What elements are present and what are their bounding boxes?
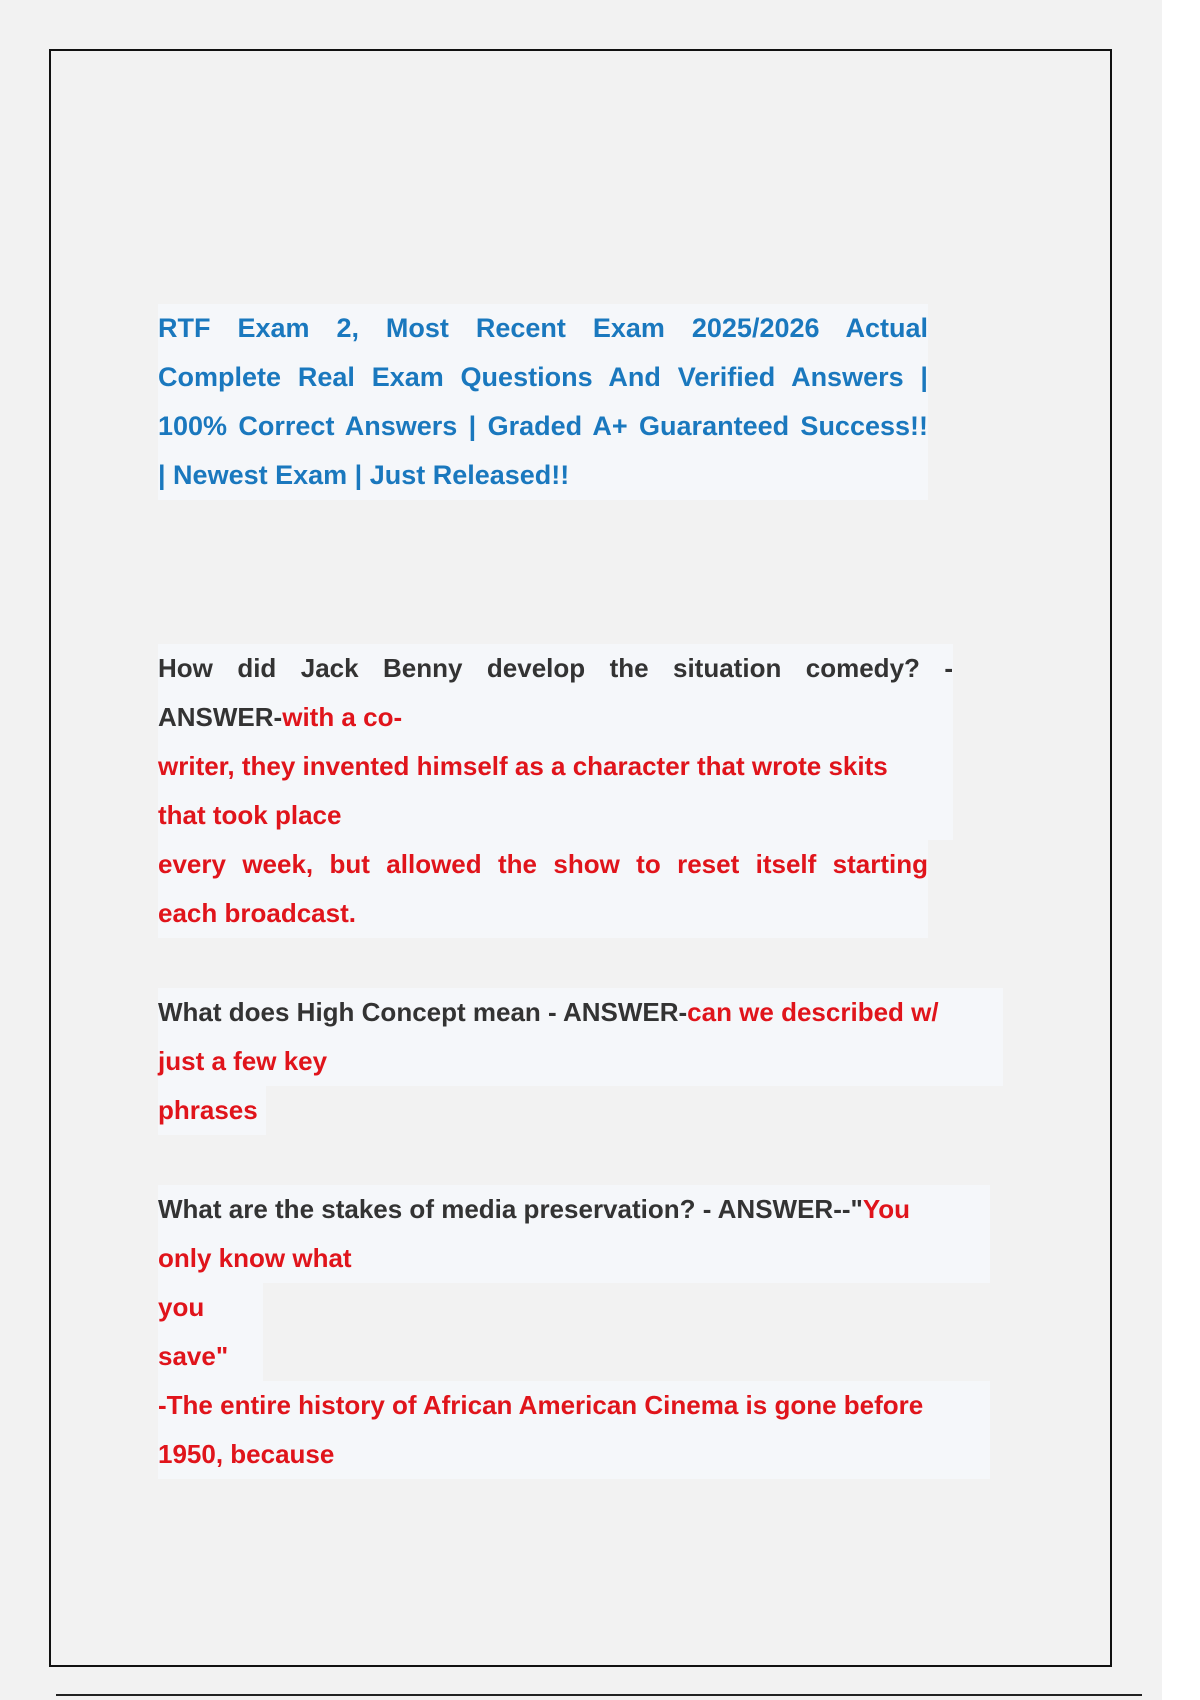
answer-text: save" <box>158 1332 263 1381</box>
answer-text: You <box>862 1194 911 1224</box>
question-text: What does High Concept mean - ANSWER- <box>158 997 688 1027</box>
title-line: RTF Exam 2, Most Recent Exam 2025/2026 Actual <box>158 304 928 353</box>
title-line: Complete Real Exam Questions And Verified Answers | <box>158 353 928 402</box>
title-line: | Newest Exam | Just Released!! <box>158 451 928 500</box>
answer-text: just a few key <box>158 1037 1003 1086</box>
answer-text: each broadcast. <box>158 889 928 938</box>
answer-text: every week, but allowed the show to reset itself starting <box>158 840 928 889</box>
question-text: What are the stakes of media preservation? - ANSWER--" <box>158 1194 863 1224</box>
qa-item <box>158 644 953 938</box>
answer-text: only know what <box>158 1234 990 1283</box>
document-title <box>158 304 928 500</box>
qa-item <box>158 988 1003 1135</box>
answer-text: writer, they invented himself as a character that wrote skits <box>158 742 953 791</box>
answer-text: that took place <box>158 791 953 840</box>
question-text: How did Jack Benny develop the situation comedy? - <box>158 644 953 693</box>
answer-text: -The entire history of African American Cinema is gone before <box>158 1381 990 1430</box>
qa-item <box>158 1185 990 1479</box>
answer-text: you <box>158 1283 263 1332</box>
answer-text: phrases <box>158 1086 266 1135</box>
answer-marker: ANSWER- <box>158 702 283 732</box>
answer-text: can we described w/ <box>687 997 939 1027</box>
viewer-right-margin <box>1162 0 1200 1700</box>
answer-text: 1950, because <box>158 1430 990 1479</box>
title-line: 100% Correct Answers | Graded A+ Guaranteed Success!! <box>158 402 928 451</box>
answer-text: with a co- <box>282 702 403 732</box>
page-separator <box>56 1694 1142 1696</box>
